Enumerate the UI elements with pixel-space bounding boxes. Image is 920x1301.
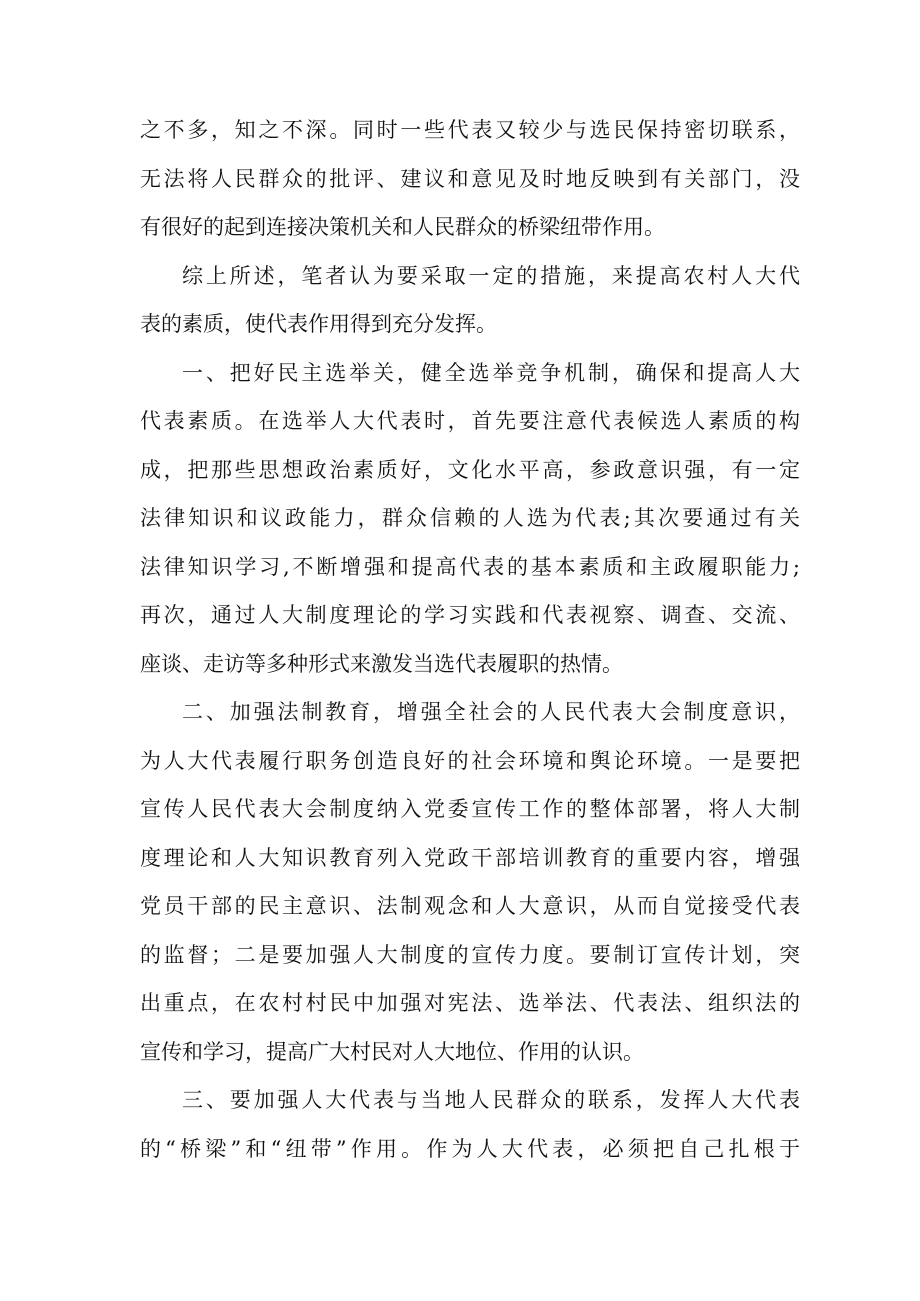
text-line: 表的素质，使代表作用得到充分发挥。: [140, 312, 497, 336]
text-line: 代表素质。在选举人大代表时，首先要注意代表候选人素质的构: [140, 409, 800, 433]
text-line: 的监督；二是要加强人大制度的宣传力度。要制订宣传计划，突: [140, 942, 800, 967]
text-line: 再次，通过人大制度理论的学习实践和代表视察、调查、交流、: [140, 603, 800, 627]
text-line: 无法将人民群众的批评、建议和意见及时地反映到有关部门，没: [140, 166, 800, 191]
text-line: 法律知识和议政能力，群众信赖的人选为代表;其次要通过有关: [140, 506, 800, 530]
text-line: 为人大代表履行职务创造良好的社会环境和舆论环境。一是要把: [140, 748, 800, 773]
text-line: 党员干部的民主意识、法制观念和人大意识，从而自觉接受代表: [140, 894, 800, 918]
text-line: 法律知识学习,不断增强和提高代表的基本素质和主政履职能力;: [140, 554, 800, 579]
text-line: 度理论和人大知识教育列入党政干部培训教育的重要内容，增强: [140, 845, 800, 870]
text-line: 有很好的起到连接决策机关和人民群众的桥梁纽带作用。: [140, 215, 665, 239]
text-line: 二、加强法制教育，增强全社会的人民代表大会制度意识，: [182, 700, 800, 724]
text-line: 综上所述，笔者认为要采取一定的措施，来提高农村人大代: [182, 263, 800, 288]
text-line: 的“桥梁”和“纽带”作用。作为人大代表，必须把自己扎根于: [140, 1136, 800, 1161]
text-line: 成，把那些思想政治素质好，文化水平高，参政意识强，有一定: [140, 457, 800, 482]
text-line: 宣传和学习，提高广大村民对人大地位、作用的认识。: [140, 1039, 644, 1064]
text-line: 宣传人民代表大会制度纳入党委宣传工作的整体部署，将人大制: [140, 797, 800, 821]
document-body: [140, 106, 800, 1173]
text-line: 三、要加强人大代表与当地人民群众的联系，发挥人大代表: [182, 1088, 800, 1112]
text-line: 座谈、走访等多种形式来激发当选代表履职的热情。: [140, 651, 623, 676]
text-line: 一、把好民主选举关，健全选举竞争机制，确保和提高人大: [182, 360, 800, 385]
text-line: 之不多，知之不深。同时一些代表又较少与选民保持密切联系，: [140, 118, 800, 142]
text-line: 出重点，在农村村民中加强对宪法、选举法、代表法、组织法的: [140, 991, 800, 1015]
